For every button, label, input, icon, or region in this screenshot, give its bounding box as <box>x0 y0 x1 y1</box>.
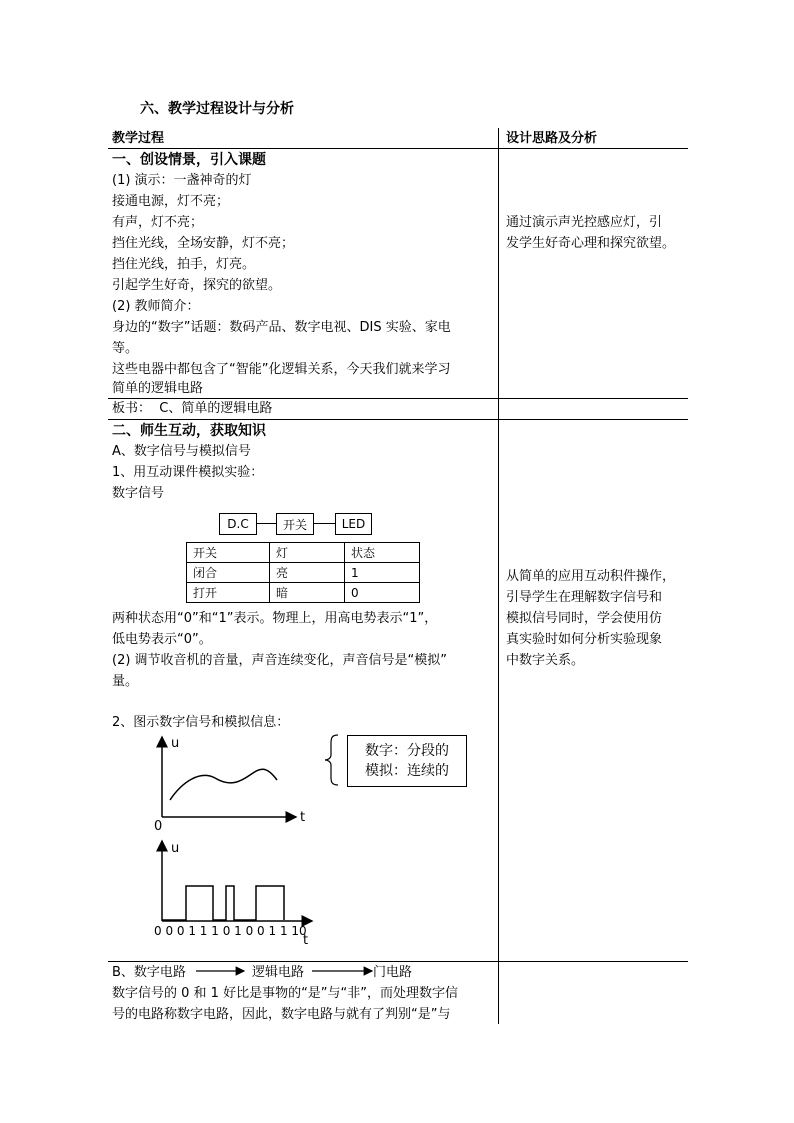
part1-line: 引起学生好奇，探究的欲望。 <box>112 278 282 293</box>
part1-line: 简单的逻辑电路 <box>112 381 204 396</box>
part2-analysis-line: 中数字关系。 <box>506 653 585 668</box>
part1-line: (1) 演示：一盏神奇的灯 <box>112 173 252 188</box>
part2-line: A、数字信号与模拟信号 <box>112 444 251 459</box>
flow-digital-circuit: B、数字电路 <box>112 965 186 980</box>
table-cell: 暗 <box>270 583 345 603</box>
part2-heading: 二、师生互动，获取知识 <box>112 423 266 439</box>
analog-axis-t: t <box>300 810 306 825</box>
part2-analysis-line: 模拟信号同时，学会使用仿 <box>506 611 663 626</box>
part2-analysis-line: 从简单的应用互动积件操作， <box>506 569 676 584</box>
flow-logic-circuit: 逻辑电路 <box>252 965 305 980</box>
part2-line: 低电势表示“0”。 <box>112 632 212 647</box>
digital-axis-t: t <box>303 933 309 948</box>
digital-sequence: 0 0 0 1 1 1 0 1 0 0 1 1 10 <box>154 924 307 938</box>
part1-line: 等。 <box>112 341 139 356</box>
part1-line: 有声，灯不亮； <box>112 215 204 230</box>
digital-axis-u: u <box>171 841 180 856</box>
legend-digital: 数字：分段的 <box>365 743 449 759</box>
table-cell: 0 <box>345 583 420 603</box>
board-note: 板书： C、简单的逻辑电路 <box>112 401 273 416</box>
table-cell: 开关 <box>187 543 270 563</box>
part2-line: 数字信号 <box>112 486 165 501</box>
graph-title: 2、图示数字信号和模拟信息： <box>112 715 290 730</box>
part2-line: 1、用互动课件模拟实验： <box>112 465 264 480</box>
legend-analog: 模拟：连续的 <box>365 763 449 779</box>
table-cell: 打开 <box>187 583 270 603</box>
part1-line: (2) 教师简介： <box>112 299 200 314</box>
part3-line: 号的电路称数字电路，因此，数字电路与就有了判别“是”与 <box>112 1007 451 1022</box>
part3-line: 数字信号的 0 和 1 好比是事物的“是”与“非”，而处理数字信 <box>112 986 459 1001</box>
part1-line: 接通电源，灯不亮； <box>112 194 230 209</box>
part2-line: (2) 调节收音机的音量，声音连续变化，声音信号是“模拟” <box>112 653 448 668</box>
part1-line: 挡住光线，全场安静，灯不亮； <box>112 236 295 251</box>
table-cell: 亮 <box>270 563 345 583</box>
part1-line: 这些电器中都包含了“智能”化逻辑关系，今天我们就来学习 <box>112 362 451 377</box>
section-title: 六、教学过程设计与分析 <box>140 101 294 117</box>
part1-analysis-line: 发学生好奇心理和探究欲望。 <box>506 236 676 251</box>
table-cell: 状态 <box>345 543 420 563</box>
circuit-switch-box: 开关 <box>276 513 314 535</box>
part1-heading: 一、创设情景，引入课题 <box>112 152 266 168</box>
table-cell: 1 <box>345 563 420 583</box>
part2-line: 两种状态用“0”和“1”表示。物理上，用高电势表示“1”， <box>112 611 438 626</box>
table-cell: 灯 <box>270 543 345 563</box>
flow-gate-circuit: 门电路 <box>373 965 413 980</box>
circuit-led-box: LED <box>335 513 372 535</box>
header-teaching-process: 教学过程 <box>112 131 165 146</box>
part1-analysis-line: 通过演示声光控感应灯，引 <box>506 215 663 230</box>
part2-line: 量。 <box>112 674 139 689</box>
table-cell: 闭合 <box>187 563 270 583</box>
header-design-analysis: 设计思路及分析 <box>506 131 598 146</box>
part2-analysis-line: 引导学生在理解数字信号和 <box>506 590 663 605</box>
circuit-dc-box: D.C <box>219 513 257 535</box>
analog-axis-u: u <box>171 736 180 751</box>
analog-origin: 0 <box>154 819 163 834</box>
part1-line: 挡住光线，拍手，灯亮。 <box>112 257 256 272</box>
part2-analysis-line: 真实验时如何分析实验现象 <box>506 632 663 647</box>
part1-line: 身边的“数字”话题：数码产品、数字电视、DIS 实验、家电 <box>112 320 451 335</box>
